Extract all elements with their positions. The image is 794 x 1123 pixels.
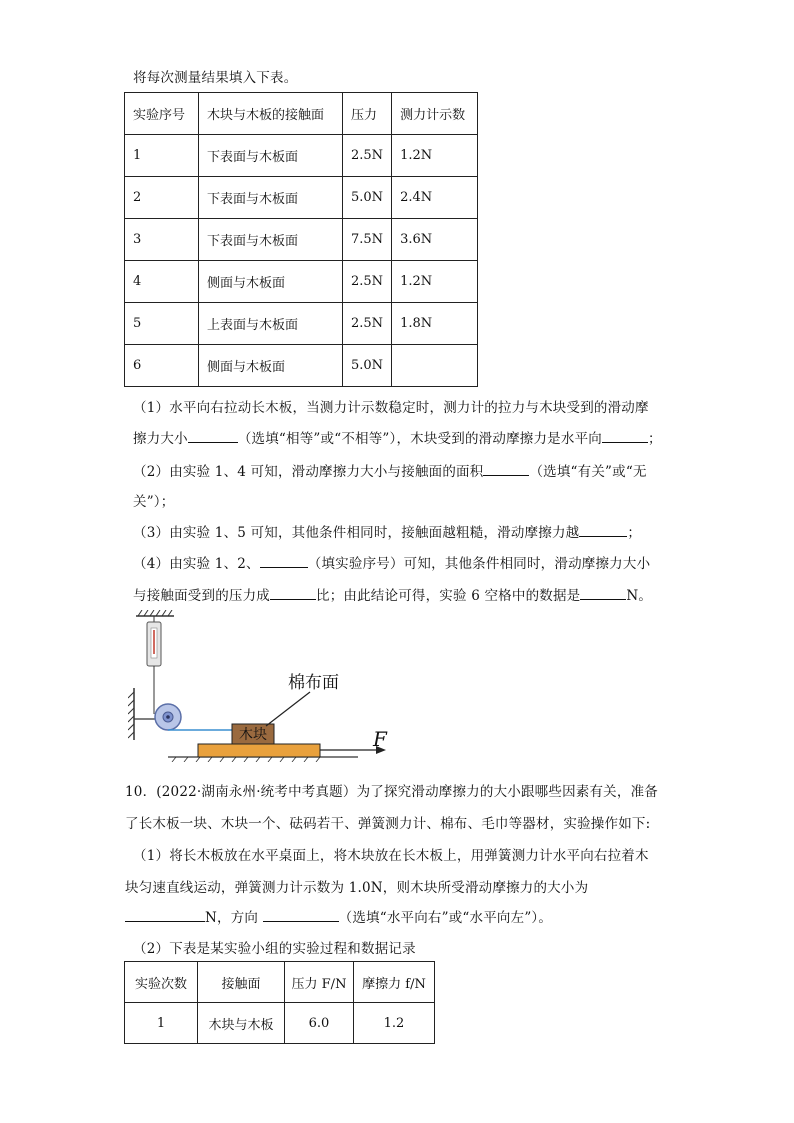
table-cell: 6 bbox=[125, 345, 199, 387]
pulley-icon bbox=[155, 704, 181, 730]
wall bbox=[128, 688, 156, 740]
answer-blank[interactable] bbox=[483, 461, 529, 476]
force-label: F bbox=[373, 727, 387, 751]
leader-line bbox=[266, 692, 310, 726]
table-cell: 侧面与木板面 bbox=[199, 345, 343, 387]
ceiling-mount bbox=[136, 610, 174, 622]
answer-blank[interactable] bbox=[260, 553, 308, 568]
experiment-record-table bbox=[124, 961, 435, 1044]
table-cell: 2.5N bbox=[343, 303, 392, 345]
problem-10-line-1: 10．(2022·湖南永州·统考中考真题）为了探究滑动摩擦力的大小跟哪些因素有关，准备 bbox=[125, 784, 658, 800]
q3-text: （3）由实验 1、5 可知，其他条件相同时，接触面越粗糙，滑动摩擦力越 bbox=[133, 525, 580, 541]
question-1-line-1 bbox=[133, 396, 649, 416]
q4-text: 比；由此结论可得，实验 6 空格中的数据是 bbox=[316, 588, 581, 604]
header-cell: 接触面 bbox=[198, 962, 285, 1003]
table-cell: 下表面与木板面 bbox=[199, 177, 343, 219]
table-cell: 3 bbox=[125, 219, 199, 261]
header-cell: 实验次数 bbox=[125, 962, 198, 1003]
ground bbox=[168, 757, 358, 762]
problem-10-line-5 bbox=[125, 906, 552, 926]
long-board bbox=[198, 744, 320, 757]
q2-text: （2）由实验 1、4 可知，滑动摩擦力大小与接触面的面积 bbox=[133, 464, 484, 480]
problem-10-line-6: （2）下表是某实验小组的实验过程和数据记录 bbox=[133, 941, 416, 957]
table-cell: 3.6N bbox=[392, 219, 478, 261]
table-cell: 5 bbox=[125, 303, 199, 345]
p10-text: N，方向 bbox=[205, 910, 259, 926]
table-cell: 1 bbox=[125, 135, 199, 177]
problem-10-line-4: 块匀速直线运动，弹簧测力计示数为 1.0N，则木块所受滑动摩擦力的大小为 bbox=[125, 880, 589, 896]
intro-text: 将每次测量结果填入下表。 bbox=[133, 70, 298, 86]
table-cell: 4 bbox=[125, 261, 199, 303]
q1-text: ； bbox=[647, 431, 662, 447]
table-row bbox=[125, 219, 478, 261]
q2-text: 关”）； bbox=[133, 494, 175, 510]
block-label: 木块 bbox=[239, 727, 267, 743]
table-cell: 2.5N bbox=[343, 135, 392, 177]
table-header-row bbox=[125, 93, 478, 135]
table-cell: 下表面与木板面 bbox=[199, 135, 343, 177]
q1-text: 擦力大小 bbox=[133, 431, 188, 447]
header-cell: 实验序号 bbox=[125, 93, 199, 135]
table-row bbox=[125, 345, 478, 387]
table-row bbox=[125, 1003, 435, 1044]
spring-scale-icon bbox=[147, 622, 161, 714]
table-cell: 2.4N bbox=[392, 177, 478, 219]
experiment-diagram bbox=[128, 610, 398, 762]
table-cell: 下表面与木板面 bbox=[199, 219, 343, 261]
table-cell: 1.2N bbox=[392, 135, 478, 177]
table-cell: 上表面与木板面 bbox=[199, 303, 343, 345]
question-4-line-2 bbox=[133, 584, 652, 604]
q4-text: （填实验序号）可知，其他条件相同时，滑动摩擦力大小 bbox=[307, 556, 651, 572]
q4-text: （4）由实验 1、2、 bbox=[133, 556, 260, 572]
table-cell: 6.0 bbox=[285, 1003, 354, 1044]
table-cell: 2.5N bbox=[343, 261, 392, 303]
question-2-line-1 bbox=[133, 460, 647, 480]
table-cell: 1.2 bbox=[354, 1003, 435, 1044]
answer-blank[interactable] bbox=[188, 428, 238, 443]
table-cell: 1.8N bbox=[392, 303, 478, 345]
table-header-row bbox=[125, 962, 435, 1003]
header-cell: 压力 F/N bbox=[285, 962, 354, 1003]
table-cell: 7.5N bbox=[343, 219, 392, 261]
p10-text: （选填“水平向右”或“水平向左”）。 bbox=[338, 910, 553, 926]
table-cell: 侧面与木板面 bbox=[199, 261, 343, 303]
q1-text: （1）水平向右拉动长木板，当测力计示数稳定时，测力计的拉力与木块受到的滑动摩 bbox=[133, 400, 649, 416]
problem-10-line-3: （1）将长木板放在水平桌面上，将木块放在长木板上，用弹簧测力计水平向右拉着木 bbox=[133, 848, 649, 864]
table-row bbox=[125, 135, 478, 177]
q2-text: （选填“有关”或“无 bbox=[529, 464, 647, 480]
table-row bbox=[125, 177, 478, 219]
table-cell bbox=[392, 345, 478, 387]
q1-text: （选填“相等”或“不相等”），木块受到的滑动摩擦力是水平向 bbox=[237, 431, 602, 447]
answer-blank[interactable] bbox=[270, 585, 316, 600]
header-cell: 木块与木板的接触面 bbox=[199, 93, 343, 135]
header-cell: 压力 bbox=[343, 93, 392, 135]
table-row bbox=[125, 303, 478, 345]
answer-blank[interactable] bbox=[602, 428, 648, 443]
question-1-line-2 bbox=[133, 427, 662, 447]
table-cell: 1.2N bbox=[392, 261, 478, 303]
header-cell: 摩擦力 f/N bbox=[354, 962, 435, 1003]
table-cell: 1 bbox=[125, 1003, 198, 1044]
table-cell: 2 bbox=[125, 177, 199, 219]
question-2-line-2 bbox=[133, 490, 174, 510]
table-cell: 木块与木板 bbox=[198, 1003, 285, 1044]
answer-blank[interactable] bbox=[580, 585, 626, 600]
measurement-table bbox=[124, 92, 478, 387]
q3-text: ； bbox=[627, 525, 642, 541]
answer-blank[interactable] bbox=[125, 907, 205, 922]
header-cell: 测力计示数 bbox=[392, 93, 478, 135]
table-cell: 5.0N bbox=[343, 177, 392, 219]
answer-blank[interactable] bbox=[263, 907, 339, 922]
question-4-line-1 bbox=[133, 552, 650, 572]
answer-blank[interactable] bbox=[579, 522, 627, 537]
question-3-line bbox=[133, 521, 641, 541]
cloth-label: 棉布面 bbox=[288, 673, 339, 693]
table-cell: 5.0N bbox=[343, 345, 392, 387]
table-row bbox=[125, 261, 478, 303]
q4-text: 与接触面受到的压力成 bbox=[133, 588, 270, 604]
problem-10-line-2: 了长木板一块、木块一个、砝码若干、弹簧测力计、棉布、毛巾等器材，实验操作如下: bbox=[125, 816, 651, 832]
q4-text: N。 bbox=[626, 588, 653, 604]
